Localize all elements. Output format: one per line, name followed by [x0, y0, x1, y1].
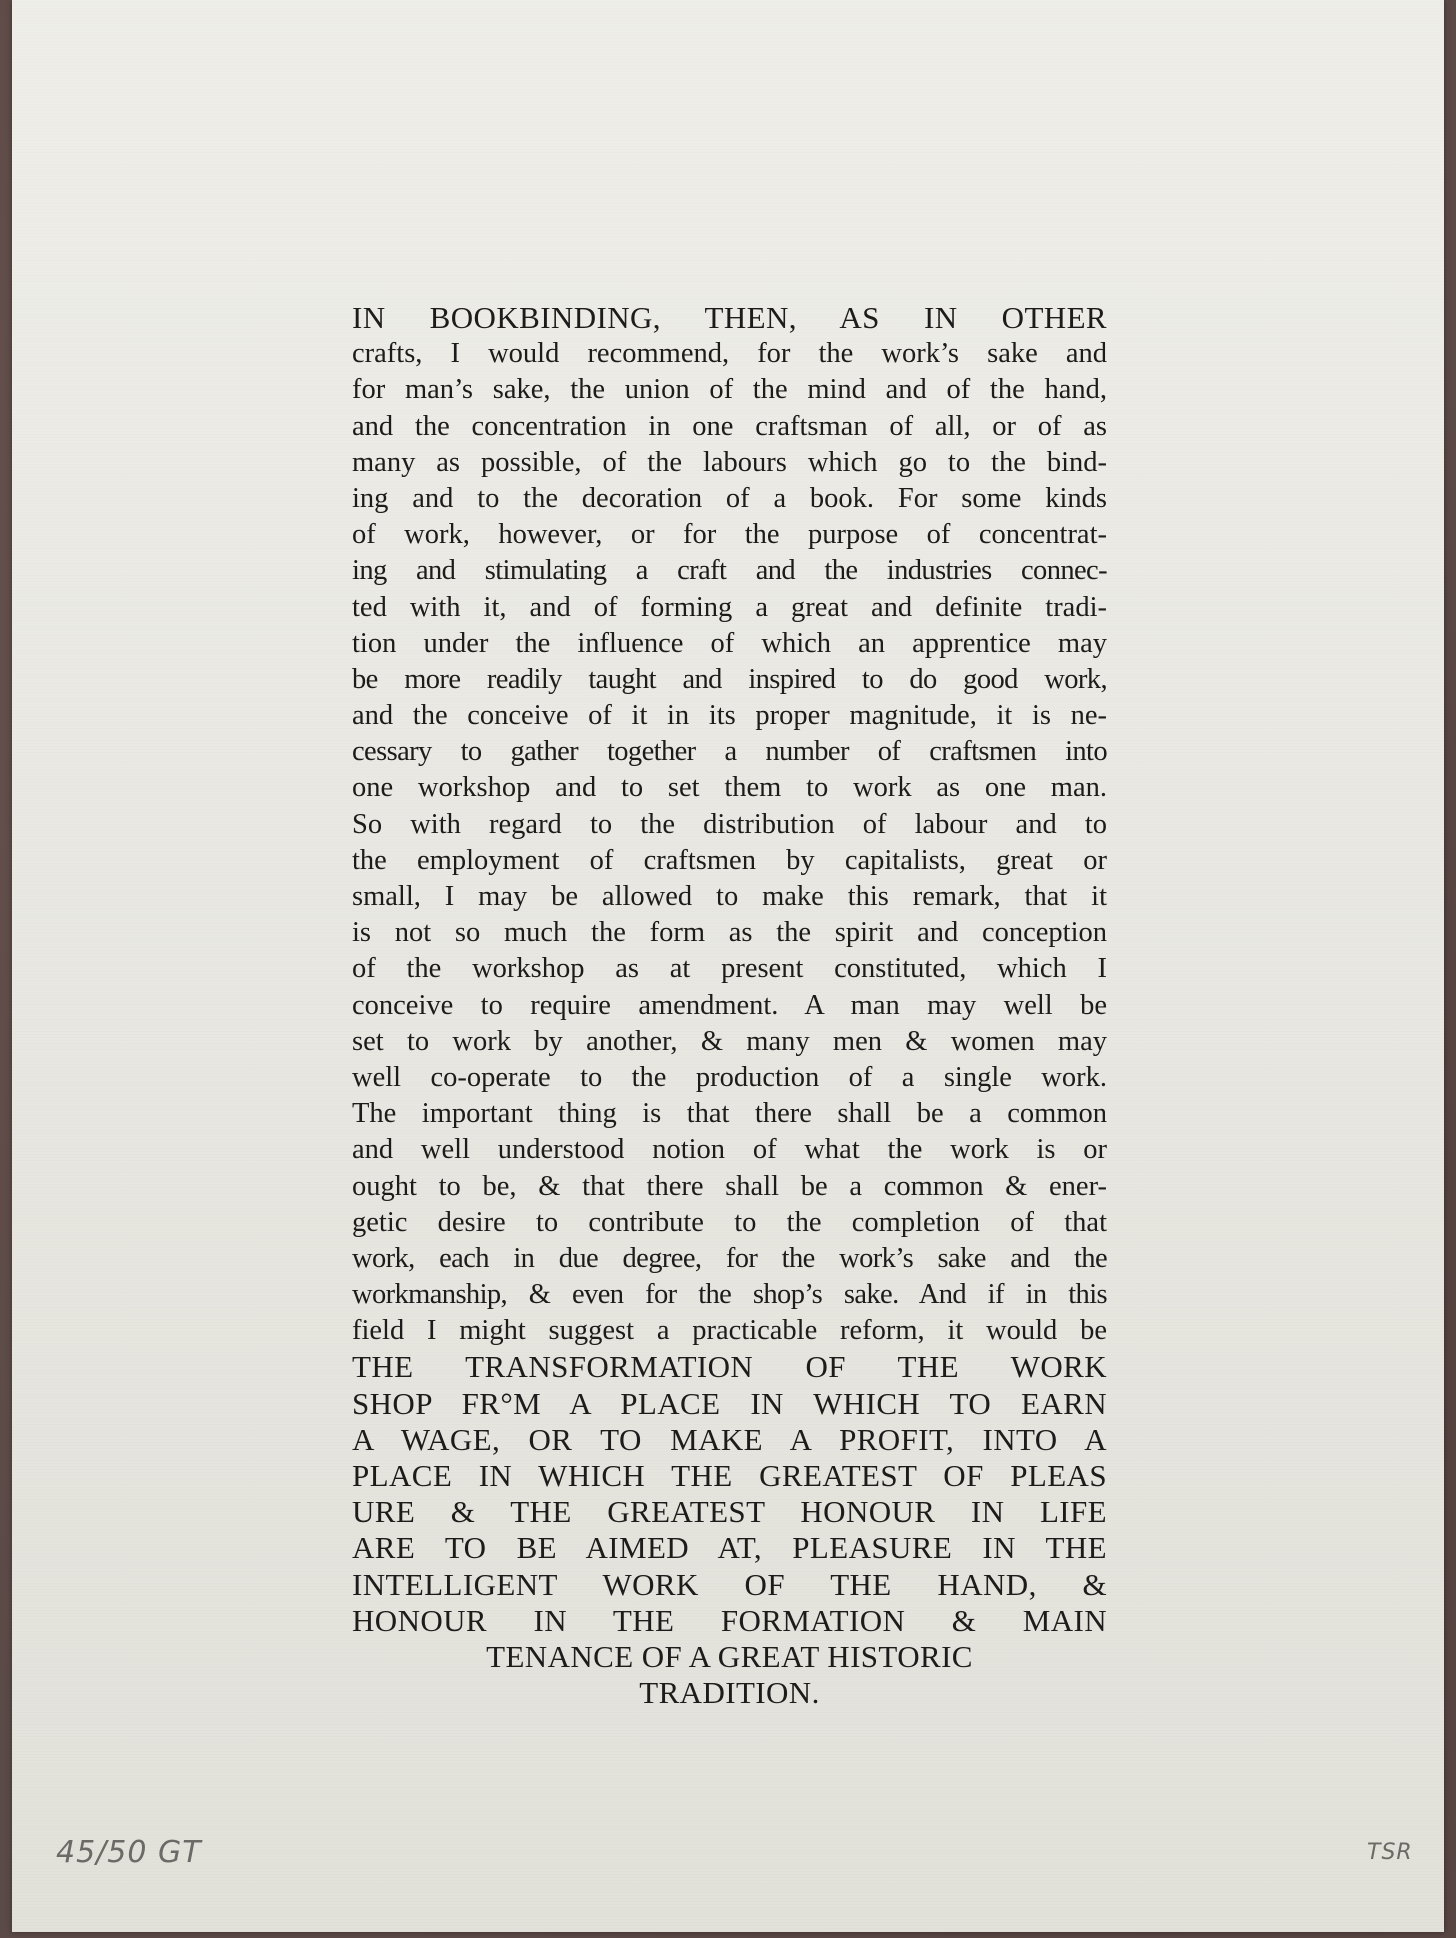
text-line: IN BOOKBINDING, THEN, AS IN OTHER [352, 300, 1107, 335]
text-line: and the conceive of it in its proper magnitude, it is ne- [352, 700, 1107, 732]
text-line: TRADITION. [639, 1675, 820, 1711]
text-line: URE & THE GREATEST HONOUR IN LIFE [352, 1494, 1107, 1530]
body-text [352, 300, 1107, 1711]
text-line: field I might suggest a practicable reform, it would be [352, 1315, 1107, 1347]
text-line: PLACE IN WHICH THE GREATEST OF PLEAS [352, 1458, 1107, 1493]
text-line: cessary to gather together a number of craftsmen into [352, 736, 1107, 768]
paper-sheet [12, 0, 1444, 1932]
text-line: set to work by another, & many men & women may [352, 1025, 1107, 1057]
text-line: SHOP FR°M A PLACE IN WHICH TO EARN [352, 1385, 1107, 1421]
text-line: The important thing is that there shall be a common [352, 1098, 1107, 1130]
text-line: ted with it, and of forming a great and definite tradi- [352, 591, 1107, 623]
text-line: conceive to require amendment. A man may well be [352, 989, 1107, 1021]
text-line: getic desire to contribute to the completion of that [352, 1206, 1107, 1238]
text-line: ought to be, & that there shall be a common & ener- [352, 1170, 1107, 1202]
edition-number: 45/50 GT [56, 1835, 202, 1870]
text-line: workmanship, & even for the shop’s sake. And if in this [352, 1279, 1107, 1311]
text-line: well co-operate to the production of a single work. [352, 1061, 1107, 1093]
text-line: small, I may be allowed to make this remark, that it [352, 881, 1107, 912]
text-line: crafts, I would recommend, for the work’s sake and [352, 338, 1107, 370]
text-line: be more readily taught and inspired to do good work, [352, 663, 1107, 695]
text-line: and the concentration in one craftsman of all, or of as [352, 410, 1107, 442]
text-line: for man’s sake, the union of the mind and of the hand, [352, 374, 1107, 406]
text-line: the employment of craftsmen by capitalists, great or [352, 844, 1107, 876]
text-line: TENANCE OF A GREAT HISTORIC [486, 1638, 973, 1674]
text-line: ARE TO BE AIMED AT, PLEASURE IN THE [352, 1530, 1107, 1566]
text-line: INTELLIGENT WORK OF THE HAND, & [352, 1566, 1107, 1602]
text-line: of the workshop as at present constituted, which I [352, 953, 1107, 985]
text-line: one workshop and to set them to work as one man. [352, 772, 1107, 804]
text-line: work, each in due degree, for the work’s sake and the [352, 1242, 1107, 1274]
text-line: So with regard to the distribution of labour and to [352, 808, 1107, 840]
text-line: HONOUR IN THE FORMATION & MAIN [352, 1602, 1107, 1638]
text-line: tion under the influence of which an apprentice may [352, 627, 1107, 659]
text-line: and well understood notion of what the work is or [352, 1134, 1107, 1166]
text-line: THE TRANSFORMATION OF THE WORK [352, 1349, 1107, 1385]
text-line: is not so much the form as the spirit and conception [352, 917, 1107, 949]
text-line: A WAGE, OR TO MAKE A PROFIT, INTO A [352, 1421, 1107, 1457]
text-line: ing and to the decoration of a book. For some kinds [352, 482, 1107, 514]
text-line: of work, however, or for the purpose of concentrat- [352, 519, 1107, 551]
text-line: many as possible, of the labours which go to the bind- [352, 446, 1107, 478]
printer-initials: TSR [1367, 1840, 1413, 1865]
text-line: ing and stimulating a craft and the industries connec- [352, 555, 1107, 587]
